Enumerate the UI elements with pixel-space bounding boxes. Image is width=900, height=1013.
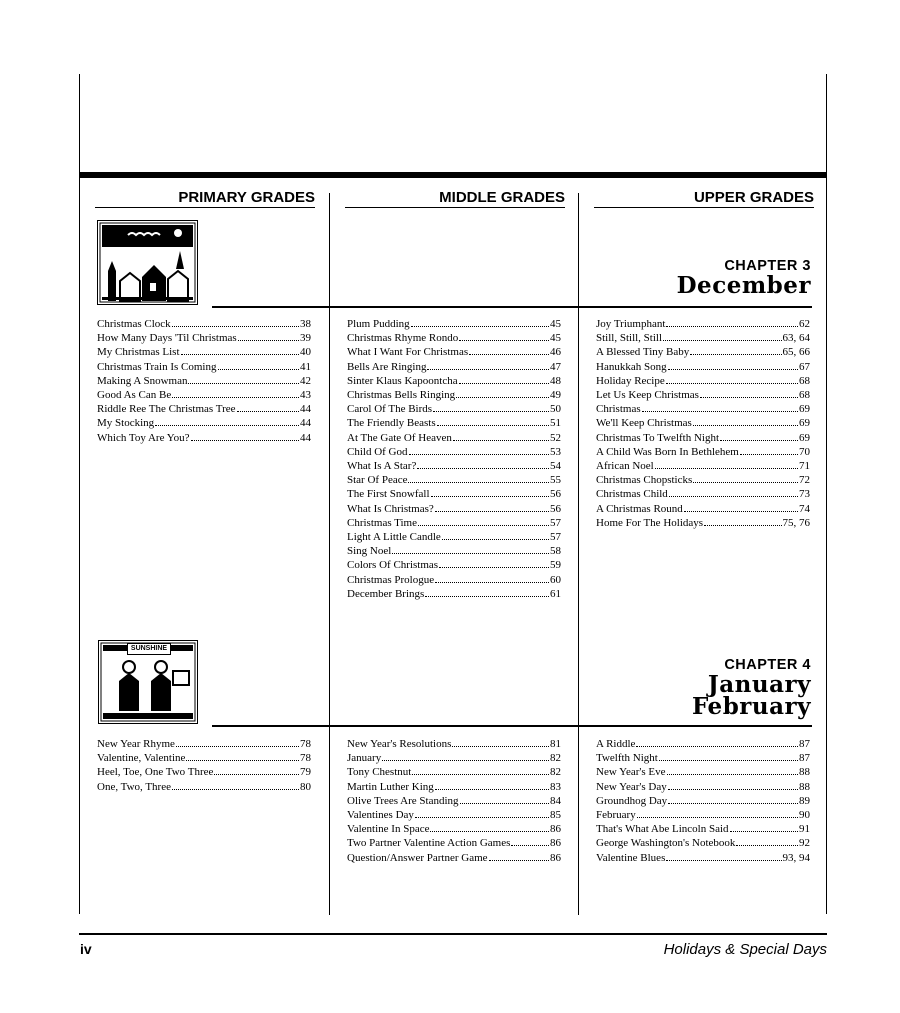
toc-entry <box>596 751 810 765</box>
toc-entry <box>97 751 311 765</box>
toc-entry-title: Light A Little Candle <box>347 531 441 544</box>
toc-leader-dots <box>237 411 299 412</box>
toc-entry-title: Christmas Child <box>596 488 668 501</box>
toc-entry-page: 75, 76 <box>782 516 810 529</box>
toc-entry-page: 44 <box>300 417 311 430</box>
toc-leader-dots <box>636 746 798 747</box>
toc-entry-page: 58 <box>550 545 561 558</box>
footer-rule <box>79 933 827 935</box>
toc-leader-dots <box>415 817 549 818</box>
toc-entry <box>596 737 810 751</box>
toc-entry-title: Star Of Peace <box>347 474 408 487</box>
chapter3-title: December <box>676 272 811 299</box>
toc-entry-title: Martin Luther King <box>347 780 434 793</box>
toc-leader-dots <box>704 525 781 526</box>
toc-leader-dots <box>459 340 549 341</box>
toc-entry-page: 65, 66 <box>782 346 810 359</box>
toc-entry-page: 62 <box>799 318 810 330</box>
toc-entry-title: Valentine Blues <box>596 851 666 864</box>
toc-entry-page: 69 <box>799 417 810 430</box>
toc-entry-title: Christmas Bells Ringing <box>347 389 456 402</box>
toc-entry-page: 39 <box>300 332 311 345</box>
toc-leader-dots <box>172 326 299 327</box>
toc-entry-page: 81 <box>550 738 561 750</box>
toc-entry-title: Still, Still, Still <box>596 332 663 345</box>
toc-entry-title: Christmas Prologue <box>347 573 435 586</box>
toc-leader-dots <box>409 454 550 455</box>
toc-entry <box>596 516 810 530</box>
toc-entry-title: What Is Christmas? <box>347 502 434 515</box>
toc-leader-dots <box>435 789 549 790</box>
toc-entry-title: Which Toy Are You? <box>97 431 190 444</box>
toc-entry <box>97 374 311 388</box>
toc-leader-dots <box>655 468 798 469</box>
toc-entry <box>596 487 810 501</box>
toc-entry-page: 80 <box>300 780 311 793</box>
toc-entry <box>347 487 561 501</box>
toc-entry <box>347 402 561 416</box>
toc-entry <box>347 851 561 865</box>
toc-entry <box>347 558 561 572</box>
toc-entry <box>347 317 561 331</box>
toc-leader-dots <box>668 369 798 370</box>
toc-entry <box>596 445 810 459</box>
toc-entry <box>596 345 810 359</box>
toc-entry-page: 70 <box>799 445 810 458</box>
toc-leader-dots <box>430 831 549 832</box>
toc-entry-title: December Brings <box>347 587 425 600</box>
toc-entry-title: January <box>347 752 382 765</box>
toc-entry <box>596 360 810 374</box>
toc-leader-dots <box>489 860 549 861</box>
toc-entry-page: 38 <box>300 318 311 330</box>
toc-leader-dots <box>693 482 798 483</box>
toc-leader-dots <box>155 425 299 426</box>
column-divider-1 <box>329 193 330 915</box>
toc-entry-page: 45 <box>550 332 561 345</box>
toc-leader-dots <box>172 397 299 398</box>
toc-entry <box>347 388 561 402</box>
toc-entry-title: Child Of God <box>347 445 408 458</box>
toc-leader-dots <box>667 774 799 775</box>
toc-leader-dots <box>218 369 300 370</box>
toc-entry <box>347 345 561 359</box>
toc-entry <box>596 502 810 516</box>
toc-entry <box>596 473 810 487</box>
toc-entry-page: 78 <box>300 752 311 765</box>
january-illustration <box>98 640 198 724</box>
toc-entry-title: Twelfth Night <box>596 752 658 765</box>
toc-leader-dots <box>666 860 781 861</box>
toc-entry <box>596 459 810 473</box>
toc-entry-page: 86 <box>550 837 561 850</box>
toc-leader-dots <box>442 539 549 540</box>
toc-entry-page: 69 <box>799 431 810 444</box>
toc-entry-page: 52 <box>550 431 561 444</box>
toc-leader-dots <box>720 440 798 441</box>
toc-entry-title: Valentine, Valentine <box>97 752 186 765</box>
toc-entry <box>347 530 561 544</box>
toc-entry <box>347 431 561 445</box>
toc-leader-dots <box>693 425 798 426</box>
toc-entry <box>97 402 311 416</box>
toc-leader-dots <box>469 354 549 355</box>
toc-entry-title: Groundhog Day <box>596 794 668 807</box>
toc-entry-title: What I Want For Christmas <box>347 346 469 359</box>
toc-leader-dots <box>392 553 549 554</box>
toc-entry-title: Christmas To Twelfth Night <box>596 431 720 444</box>
toc-entry-page: 49 <box>550 389 561 402</box>
toc-entry-page: 87 <box>799 752 810 765</box>
toc-entry-title: February <box>596 809 636 822</box>
toc-entry <box>347 765 561 779</box>
toc-entry <box>596 851 810 865</box>
chapter3-rule <box>212 306 812 308</box>
toc-entry-page: 73 <box>799 488 810 501</box>
toc-entry-title: The First Snowfall <box>347 488 430 501</box>
toc-entry-title: Heel, Toe, One Two Three <box>97 766 214 779</box>
toc-entry-page: 78 <box>300 738 311 750</box>
toc-entry <box>347 836 561 850</box>
toc-entry <box>347 737 561 751</box>
toc-entry-title: Christmas <box>596 403 641 416</box>
toc-leader-dots <box>684 511 798 512</box>
toc-leader-dots <box>412 774 549 775</box>
toc-entry-page: 93, 94 <box>782 851 810 864</box>
toc-entry-page: 86 <box>550 823 561 836</box>
toc-entry-title: Plum Pudding <box>347 318 410 330</box>
toc-entry-page: 59 <box>550 559 561 572</box>
toc-leader-dots <box>439 567 549 568</box>
toc-leader-dots <box>459 383 549 384</box>
toc-entry-page: 72 <box>799 474 810 487</box>
toc-entry-page: 56 <box>550 488 561 501</box>
toc-entry <box>347 516 561 530</box>
toc-entry-page: 68 <box>799 389 810 402</box>
chapter3-primary-list <box>97 317 311 445</box>
toc-entry <box>97 317 311 331</box>
toc-entry <box>97 737 311 751</box>
toc-entry <box>347 822 561 836</box>
toc-entry <box>596 836 810 850</box>
toc-leader-dots <box>668 803 798 804</box>
header-primary-grades: PRIMARY GRADES <box>95 189 315 208</box>
toc-leader-dots <box>435 582 549 583</box>
toc-leader-dots <box>181 354 299 355</box>
toc-entry <box>347 544 561 558</box>
toc-entry-title: Good As Can Be <box>97 389 172 402</box>
toc-entry-page: 47 <box>550 360 561 373</box>
toc-entry <box>347 473 561 487</box>
toc-entry-title: The Friendly Beasts <box>347 417 436 430</box>
toc-entry <box>596 416 810 430</box>
toc-entry <box>347 808 561 822</box>
toc-leader-dots <box>740 454 798 455</box>
toc-leader-dots <box>666 326 798 327</box>
chapter4-label: CHAPTER 4 <box>724 657 811 673</box>
toc-entry-title: Valentines Day <box>347 809 414 822</box>
toc-entry-page: 44 <box>300 431 311 444</box>
toc-entry-page: 88 <box>799 780 810 793</box>
toc-leader-dots <box>176 746 299 747</box>
toc-entry-page: 46 <box>550 346 561 359</box>
toc-leader-dots <box>188 383 299 384</box>
toc-entry-page: 82 <box>550 766 561 779</box>
toc-entry-title: We'll Keep Christmas <box>596 417 692 430</box>
toc-entry-page: 83 <box>550 780 561 793</box>
toc-entry-title: Sing Noel <box>347 545 392 558</box>
toc-entry-title: Carol Of The Birds <box>347 403 433 416</box>
toc-leader-dots <box>214 774 299 775</box>
toc-entry <box>347 374 561 388</box>
toc-entry-title: Olive Trees Are Standing <box>347 794 459 807</box>
toc-entry-title: How Many Days 'Til Christmas <box>97 332 237 345</box>
toc-entry-page: 42 <box>300 374 311 387</box>
toc-leader-dots <box>668 789 798 790</box>
toc-entry-page: 60 <box>550 573 561 586</box>
toc-leader-dots <box>172 789 299 790</box>
toc-entry <box>347 502 561 516</box>
toc-entry <box>347 416 561 430</box>
toc-leader-dots <box>456 397 549 398</box>
toc-entry-title: New Year Rhyme <box>97 738 175 750</box>
toc-leader-dots <box>433 411 549 412</box>
column-divider-2 <box>578 193 579 915</box>
toc-entry-page: 54 <box>550 460 561 473</box>
toc-entry <box>596 794 810 808</box>
toc-leader-dots <box>431 496 550 497</box>
chapter3-upper-list <box>596 317 810 530</box>
toc-entry <box>347 445 561 459</box>
toc-entry-page: 68 <box>799 374 810 387</box>
toc-entry-page: 88 <box>799 766 810 779</box>
toc-entry <box>347 794 561 808</box>
toc-entry-page: 87 <box>799 738 810 750</box>
december-illustration <box>97 220 198 305</box>
page-number: iv <box>80 941 92 957</box>
toc-entry <box>596 402 810 416</box>
toc-entry <box>596 388 810 402</box>
winter-village-icon <box>98 221 197 304</box>
toc-leader-dots <box>417 468 549 469</box>
toc-entry-title: What Is A Star? <box>347 460 417 473</box>
chapter4-rule <box>212 725 812 727</box>
toc-entry <box>97 360 311 374</box>
toc-entry <box>596 317 810 331</box>
toc-entry <box>97 416 311 430</box>
chapter4-upper-list <box>596 737 810 865</box>
toc-leader-dots <box>460 803 549 804</box>
toc-entry-title: A Christmas Round <box>596 502 683 515</box>
toc-entry-title: Home For The Holidays <box>596 516 704 529</box>
toc-entry-page: 41 <box>300 360 311 373</box>
toc-entry-page: 74 <box>799 502 810 515</box>
toc-entry-page: 84 <box>550 794 561 807</box>
toc-leader-dots <box>382 760 549 761</box>
toc-entry-title: Christmas Train Is Coming <box>97 360 217 373</box>
toc-entry-page: 61 <box>550 587 561 600</box>
toc-entry-title: Christmas Clock <box>97 318 171 330</box>
toc-leader-dots <box>736 845 798 846</box>
toc-entry-title: Making A Snowman <box>97 374 188 387</box>
toc-entry-title: Colors Of Christmas <box>347 559 439 572</box>
toc-entry-title: African Noel <box>596 460 654 473</box>
toc-leader-dots <box>669 496 798 497</box>
toc-entry-title: A Blessed Tiny Baby <box>596 346 690 359</box>
toc-entry-page: 63, 64 <box>782 332 810 345</box>
toc-entry-page: 69 <box>799 403 810 416</box>
toc-leader-dots <box>191 440 299 441</box>
toc-entry-title: My Stocking <box>97 417 155 430</box>
toc-entry-title: George Washington's Notebook <box>596 837 736 850</box>
toc-entry-title: Holiday Recipe <box>596 374 665 387</box>
toc-entry-page: 89 <box>799 794 810 807</box>
toc-entry-title: Tony Chestnut <box>347 766 412 779</box>
toc-entry-title: New Year's Resolutions <box>347 738 452 750</box>
toc-entry-page: 43 <box>300 389 311 402</box>
chapter3-label: CHAPTER 3 <box>724 258 811 274</box>
toc-entry <box>347 331 561 345</box>
header-upper-grades: UPPER GRADES <box>594 189 814 208</box>
toc-entry-title: My Christmas List <box>97 346 180 359</box>
toc-entry-title: That's What Abe Lincoln Said <box>596 823 729 836</box>
header-middle-grades: MIDDLE GRADES <box>345 189 565 208</box>
toc-entry-page: 57 <box>550 516 561 529</box>
chapter4-title-january: January <box>707 671 811 698</box>
toc-entry <box>97 388 311 402</box>
toc-entry-title: Question/Answer Partner Game <box>347 851 488 864</box>
toc-entry-page: 79 <box>300 766 311 779</box>
toc-entry <box>596 780 810 794</box>
toc-leader-dots <box>700 397 798 398</box>
toc-entry-title: New Year's Eve <box>596 766 666 779</box>
top-thick-rule <box>79 172 827 178</box>
toc-entry-page: 51 <box>550 417 561 430</box>
sunshine-sign: SUNSHINE <box>127 643 171 655</box>
toc-leader-dots <box>690 354 781 355</box>
toc-leader-dots <box>425 596 549 597</box>
toc-entry-page: 48 <box>550 374 561 387</box>
toc-entry <box>97 345 311 359</box>
toc-entry <box>596 431 810 445</box>
toc-entry-page: 82 <box>550 752 561 765</box>
toc-entry-page: 71 <box>799 460 810 473</box>
toc-entry <box>596 822 810 836</box>
toc-leader-dots <box>437 425 549 426</box>
toc-leader-dots <box>666 383 798 384</box>
toc-entry-page: 40 <box>300 346 311 359</box>
chapter3-middle-list <box>347 317 561 601</box>
toc-entry <box>347 587 561 601</box>
toc-leader-dots <box>663 340 781 341</box>
toc-entry-page: 91 <box>799 823 810 836</box>
toc-entry-title: Riddle Ree The Christmas Tree <box>97 403 236 416</box>
toc-entry-title: One, Two, Three <box>97 780 171 793</box>
toc-entry-title: Hanukkah Song <box>596 360 667 373</box>
toc-entry-page: 56 <box>550 502 561 515</box>
toc-leader-dots <box>511 845 549 846</box>
toc-leader-dots <box>453 440 549 441</box>
toc-entry-title: Two Partner Valentine Action Games <box>347 837 511 850</box>
book-title: Holidays & Special Days <box>663 941 827 958</box>
toc-entry <box>347 360 561 374</box>
chapter4-primary-list <box>97 737 311 794</box>
toc-entry-page: 44 <box>300 403 311 416</box>
toc-entry-page: 50 <box>550 403 561 416</box>
toc-entry <box>97 431 311 445</box>
toc-entry-page: 53 <box>550 445 561 458</box>
toc-entry-page: 86 <box>550 851 561 864</box>
toc-entry-title: Let Us Keep Christmas <box>596 389 699 402</box>
toc-entry <box>596 808 810 822</box>
toc-entry <box>596 765 810 779</box>
toc-entry-page: 57 <box>550 531 561 544</box>
toc-entry-page: 92 <box>799 837 810 850</box>
toc-entry-page: 67 <box>799 360 810 373</box>
toc-entry <box>347 573 561 587</box>
toc-leader-dots <box>411 326 549 327</box>
toc-entry-title: New Year's Day <box>596 780 667 793</box>
toc-entry <box>596 374 810 388</box>
toc-entry-page: 55 <box>550 474 561 487</box>
toc-entry-title: Bells Are Ringing <box>347 360 427 373</box>
toc-entry-title: A Riddle <box>596 738 636 750</box>
toc-entry <box>347 751 561 765</box>
toc-leader-dots <box>238 340 299 341</box>
toc-entry-title: Joy Triumphant <box>596 318 666 330</box>
toc-leader-dots <box>730 831 798 832</box>
toc-entry <box>97 331 311 345</box>
toc-leader-dots <box>637 817 798 818</box>
toc-entry-title: A Child Was Born In Bethlehem <box>596 445 739 458</box>
toc-entry-page: 85 <box>550 809 561 822</box>
chapter4-title-february: February <box>691 693 811 720</box>
toc-leader-dots <box>659 760 798 761</box>
toc-entry <box>97 765 311 779</box>
toc-entry <box>97 780 311 794</box>
toc-leader-dots <box>435 511 549 512</box>
toc-leader-dots <box>452 746 549 747</box>
toc-entry-page: 45 <box>550 318 561 330</box>
toc-entry-title: Sinter Klaus Kapoontcha <box>347 374 458 387</box>
toc-leader-dots <box>642 411 798 412</box>
toc-leader-dots <box>408 482 549 483</box>
left-margin-rule <box>79 74 80 914</box>
toc-leader-dots <box>186 760 299 761</box>
toc-entry-title: Christmas Chopsticks <box>596 474 693 487</box>
chapter4-middle-list <box>347 737 561 865</box>
toc-entry-title: At The Gate Of Heaven <box>347 431 452 444</box>
toc-leader-dots <box>418 525 549 526</box>
toc-leader-dots <box>427 369 549 370</box>
toc-entry-title: Christmas Time <box>347 516 417 529</box>
toc-entry <box>596 331 810 345</box>
toc-entry <box>347 459 561 473</box>
toc-entry <box>347 780 561 794</box>
toc-entry-title: Valentine In Space <box>347 823 430 836</box>
toc-entry-title: Christmas Rhyme Rondo <box>347 332 459 345</box>
right-margin-rule <box>826 74 827 914</box>
toc-entry-page: 90 <box>799 809 810 822</box>
